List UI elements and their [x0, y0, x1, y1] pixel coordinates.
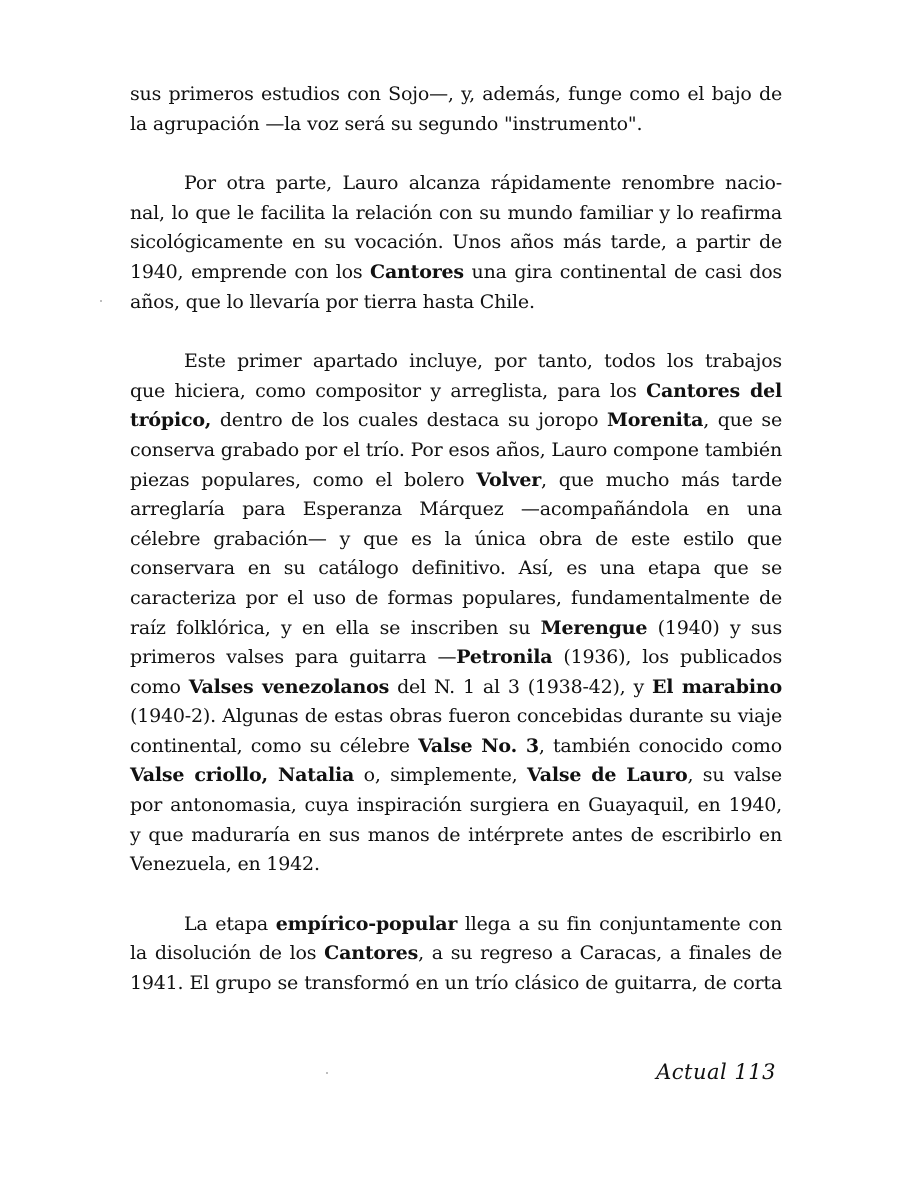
- text-line: [130, 702, 782, 732]
- text-run: primeros valses para guitarra —: [130, 646, 457, 669]
- text-run: caracteriza por el uso de formas populares, fundamentalmente de: [130, 586, 782, 609]
- text-line: [130, 643, 782, 673]
- text-line: [130, 673, 782, 703]
- text-line: [130, 258, 782, 288]
- text-run: la agrupación —la voz será su segundo "instrumento".: [130, 112, 643, 135]
- bold-term: Cantores: [324, 942, 419, 965]
- text-run: 1941. El grupo se transformó en un trío clásico de guitarra, de corta: [130, 972, 782, 995]
- text-line: [130, 436, 782, 466]
- text-run: Este primer apartado incluye, por tanto, todos los trabajos: [184, 350, 782, 373]
- text-run: (1936), los publicados: [552, 646, 782, 669]
- bold-term: Volver: [476, 468, 542, 491]
- text-line: [130, 199, 782, 229]
- text-run: nal, lo que le facilita la relación con su mundo familiar y lo reafirma: [130, 201, 782, 224]
- text-run: , también conocido como: [538, 734, 782, 757]
- text-line: [130, 850, 782, 880]
- text-run: Venezuela, en 1942.: [130, 853, 320, 876]
- text-line: [130, 761, 782, 791]
- bold-term: Morenita: [606, 409, 704, 432]
- text-line: [130, 554, 782, 584]
- text-run: que hiciera, como compositor y arreglista, para los: [130, 379, 647, 402]
- text-run: una gira continental de casi dos: [463, 260, 782, 283]
- text-line: [130, 525, 782, 555]
- text-line: [130, 228, 782, 258]
- bold-term: trópico,: [130, 409, 212, 432]
- bold-term: El marabino: [652, 675, 782, 698]
- text-run: del N. 1 al 3 (1938-42), y: [389, 675, 653, 698]
- paragraph-4: [130, 910, 782, 999]
- bold-term: Merengue: [540, 616, 648, 639]
- paragraph-1: [130, 80, 782, 139]
- text-run: 1940, emprende con los: [130, 260, 371, 283]
- text-line: [130, 495, 782, 525]
- text-line: [130, 169, 782, 199]
- bold-term: Valses venezolanos: [188, 675, 390, 698]
- bold-term: empírico-popular: [275, 912, 458, 935]
- bold-term: Valse No. 3: [418, 734, 539, 757]
- text-run: sus primeros estudios con Sojo—, y, además, funge como el bajo de: [130, 83, 782, 105]
- text-run: y que maduraría en sus manos de intérprete antes de escribirlo en: [130, 823, 782, 846]
- page-footer-running-title: Actual 113: [656, 1060, 776, 1084]
- bold-term: Cantores: [370, 260, 464, 283]
- text-line: [130, 910, 782, 940]
- text-run: raíz folklórica, y en ella se inscriben su: [130, 616, 541, 639]
- text-run: llega a su fin conjuntamente con: [457, 912, 783, 935]
- text-run: continental, como su célebre: [130, 734, 419, 757]
- bold-term: Valse de Lauro: [526, 764, 688, 787]
- text-line: [130, 80, 782, 110]
- text-run: piezas populares, como el bolero: [130, 468, 477, 491]
- text-run: , a su regreso a Caracas, a finales de: [418, 942, 782, 965]
- text-line: [130, 791, 782, 821]
- text-run: (1940) y sus: [647, 616, 783, 639]
- text-line: [130, 377, 782, 407]
- bold-term: Cantores del: [646, 379, 782, 402]
- bold-term: Valse criollo, Natalia: [130, 764, 355, 787]
- text-run: dentro de los cuales destaca su joropo: [211, 409, 607, 432]
- bold-term: Petronila: [456, 646, 553, 669]
- text-line: [130, 732, 782, 762]
- scan-speck: [100, 300, 102, 302]
- text-run: por antonomasia, cuya inspiración surgiera en Guayaquil, en 1940,: [130, 794, 782, 817]
- text-line: [130, 347, 782, 377]
- text-line: [130, 969, 782, 999]
- text-run: , su valse: [687, 764, 782, 787]
- text-run: conservara en su catálogo definitivo. Así, es una etapa que se: [130, 557, 782, 580]
- text-run: conserva grabado por el trío. Por esos años, Lauro compone también: [130, 438, 782, 461]
- text-run: , que mucho más tarde: [541, 468, 782, 491]
- text-run: años, que lo llevaría por tierra hasta Chile.: [130, 290, 535, 313]
- text-line: [130, 110, 782, 140]
- text-line: [130, 614, 782, 644]
- text-run: La etapa: [184, 912, 276, 935]
- text-line: [130, 406, 782, 436]
- text-run: , que se: [703, 409, 782, 432]
- paragraph-3: [130, 347, 782, 880]
- text-run: Por otra parte, Lauro alcanza rápidamente renombre nacio-: [184, 172, 782, 195]
- text-line: [130, 939, 782, 969]
- paragraph-2: [130, 169, 782, 317]
- text-line: [130, 466, 782, 496]
- text-run: (1940-2). Algunas de estas obras fueron concebidas durante su viaje: [130, 705, 782, 728]
- text-run: sicológicamente en su vocación. Unos años más tarde, a partir de: [130, 231, 782, 254]
- text-line: [130, 288, 782, 318]
- text-run: como: [130, 675, 189, 698]
- text-run: célebre grabación— y que es la única obra de este estilo que: [130, 527, 782, 550]
- text-run: arreglaría para Esperanza Márquez —acompañándola en una: [130, 498, 782, 521]
- text-run: la disolución de los: [130, 942, 325, 965]
- text-line: [130, 821, 782, 851]
- text-line: [130, 584, 782, 614]
- page-body: [130, 80, 782, 999]
- scan-speck: [326, 1072, 328, 1074]
- text-run: o, simplemente,: [354, 764, 527, 787]
